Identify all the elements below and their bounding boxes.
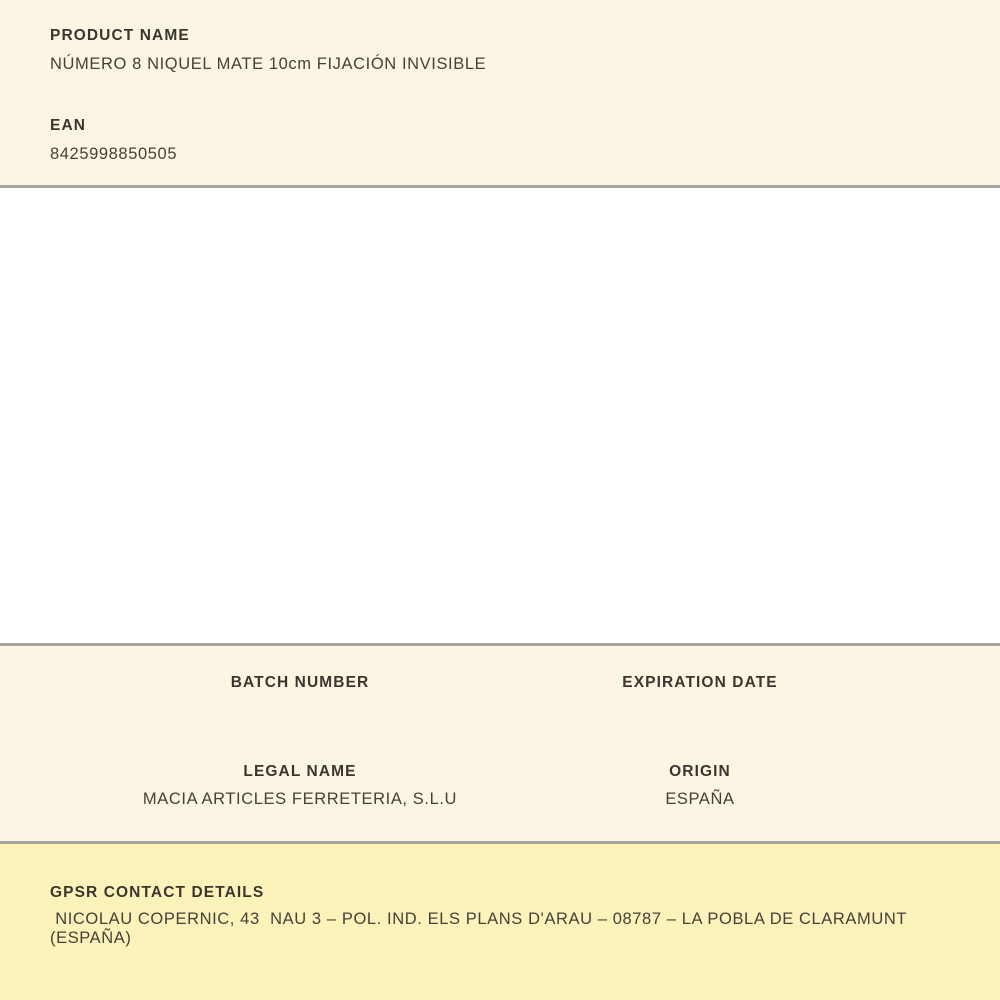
gpsr-contact-label: GPSR CONTACT DETAILS <box>50 884 265 901</box>
expiration-date-cell <box>500 674 900 691</box>
ean-value: 8425998850505 <box>50 145 178 163</box>
details-section <box>0 646 1000 841</box>
product-name-value: NÚMERO 8 NIQUEL MATE 10cm FIJACIÓN INVISIBLE <box>50 55 487 73</box>
origin-cell <box>500 763 900 809</box>
ean-label: EAN <box>50 117 87 134</box>
legal-name-label: LEGAL NAME <box>243 763 357 780</box>
product-name-label: PRODUCT NAME <box>50 27 190 44</box>
product-header-section <box>0 0 1000 185</box>
details-row-legal-origin <box>100 763 900 809</box>
legal-name-value: MACIA ARTICLES FERRETERIA, S.L.U <box>142 790 458 808</box>
gpsr-section <box>0 844 1000 1000</box>
expiration-date-label: EXPIRATION DATE <box>622 674 778 691</box>
origin-value: ESPAÑA <box>665 790 735 808</box>
details-row-batch-expiration <box>100 674 900 691</box>
batch-number-cell <box>100 674 500 691</box>
legal-name-cell <box>100 763 500 809</box>
gpsr-contact-address: NICOLAU COPERNIC, 43 NAU 3 – POL. IND. ELS PLANS D'ARAU – 08787 – LA POBLA DE CLARAMUNT (ESPAÑA) <box>50 910 912 947</box>
batch-number-label: BATCH NUMBER <box>230 674 370 691</box>
product-image-area <box>0 188 1000 643</box>
origin-label: ORIGIN <box>669 763 731 780</box>
